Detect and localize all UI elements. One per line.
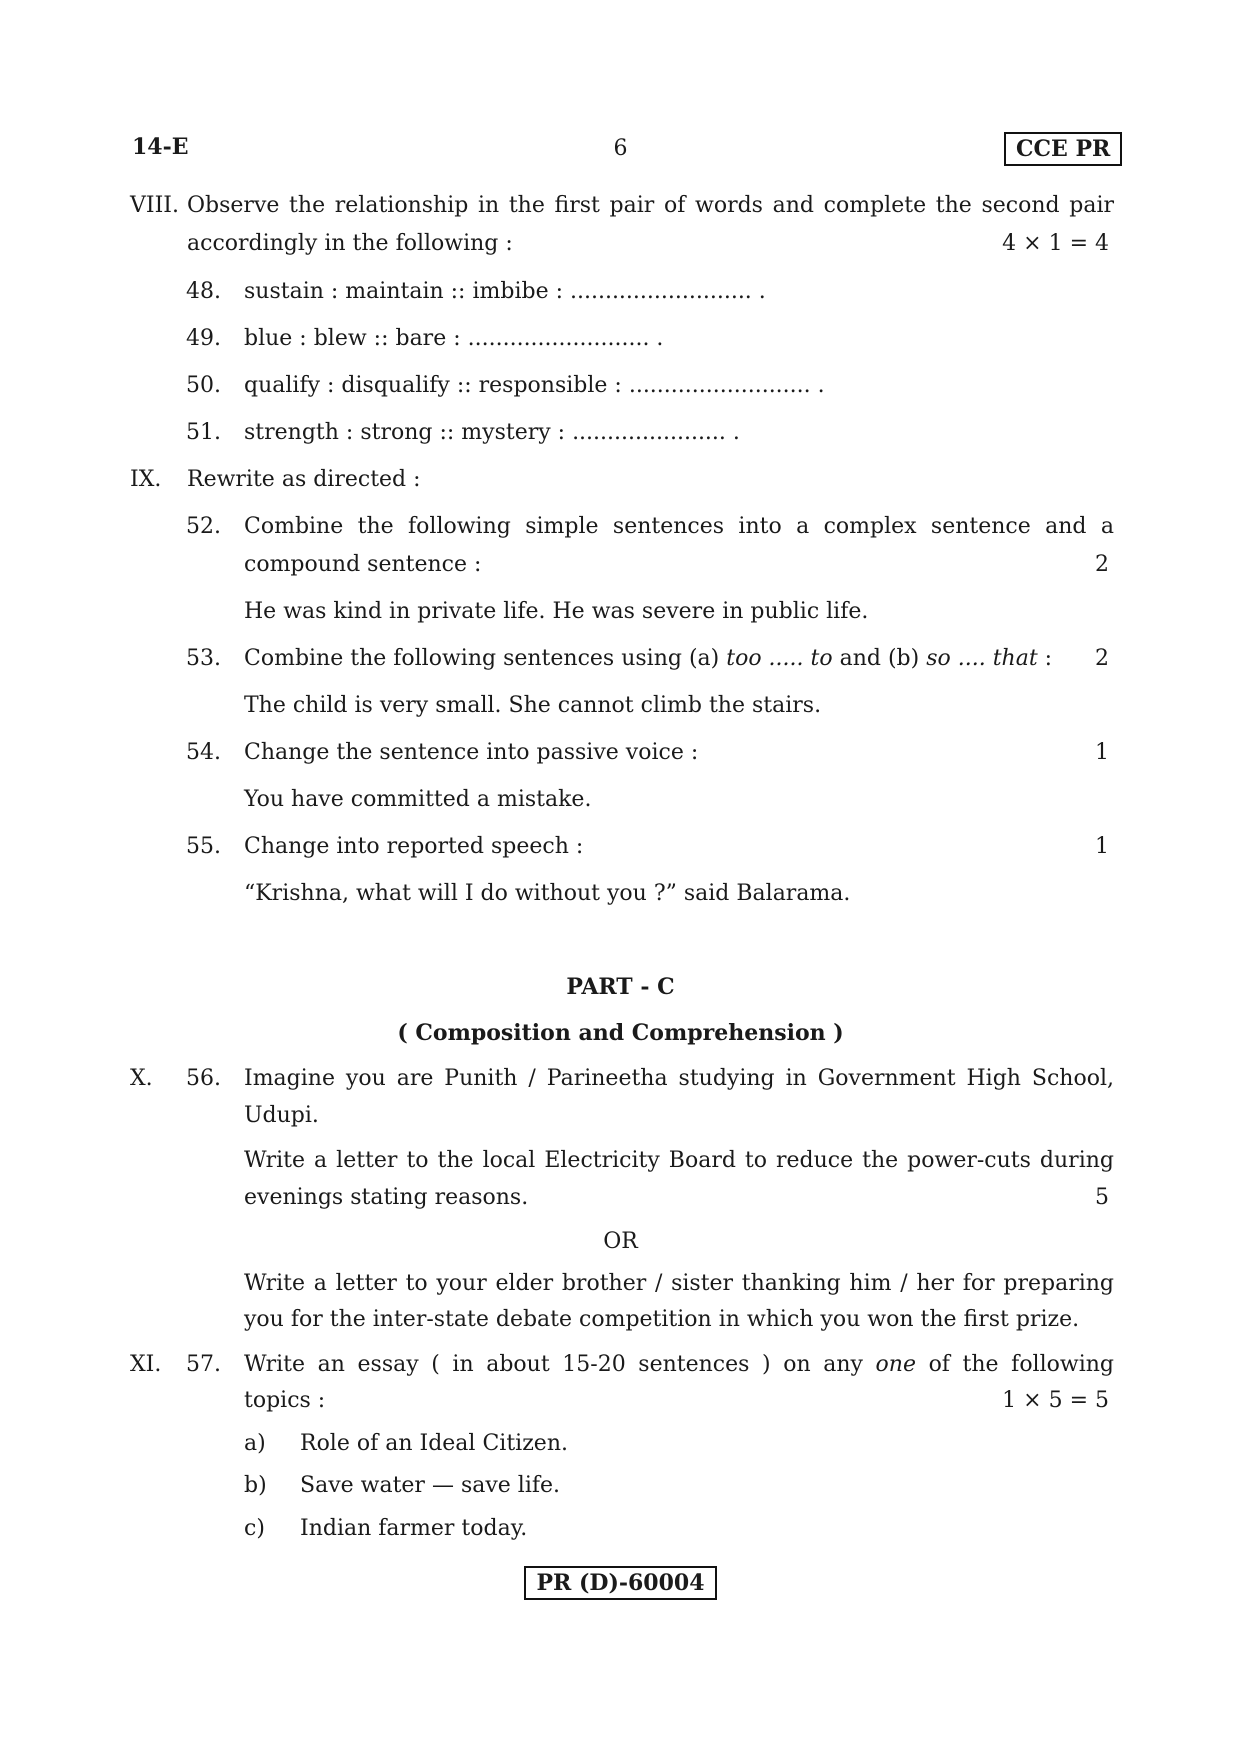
q53-text-c: : (1037, 646, 1053, 671)
section-xi-roman: XI. (130, 1352, 162, 1377)
topic-label: b) (244, 1473, 267, 1498)
question-number: 52. (186, 514, 221, 539)
q56-para2-line2: you for the inter-state debate competition in which you won the first prize. (244, 1307, 1080, 1332)
q56-marks: 5 (1095, 1185, 1109, 1210)
q54-example: You have committed a mistake. (244, 787, 592, 812)
footer-code: PR (D)-60004 (524, 1566, 716, 1600)
question-number: 56. (186, 1066, 221, 1091)
section-viii-marks: 4 × 1 = 4 (1002, 231, 1109, 256)
q56-para1-line1: Write a letter to the local Electricity Board to reduce the power-cuts during (244, 1148, 1114, 1173)
page-number: 6 (613, 136, 628, 161)
question-number: 49. (186, 326, 221, 351)
q54-text: Change the sentence into passive voice : (244, 740, 699, 765)
q57-line1 (244, 1352, 1114, 1378)
q57-line2: topics : (244, 1388, 326, 1413)
question-number: 57. (186, 1352, 221, 1377)
section-ix-title: Rewrite as directed : (187, 467, 421, 492)
q53-so-that: so .... that (926, 646, 1038, 671)
part-c-subtitle: ( Composition and Comprehension ) (397, 1020, 844, 1046)
section-x-roman: X. (130, 1066, 153, 1091)
question-number: 50. (186, 373, 221, 398)
q53-marks: 2 (1095, 646, 1109, 671)
topic-label: c) (244, 1516, 265, 1541)
q56-para2-line1: Write a letter to your elder brother / sister thanking him / her for preparing (244, 1271, 1114, 1296)
section-viii-instruction-line2: accordingly in the following : (187, 231, 513, 256)
question-number: 51. (186, 420, 221, 445)
topic-text: Role of an Ideal Citizen. (300, 1431, 568, 1456)
question-number: 48. (186, 279, 221, 304)
q52-example: He was kind in private life. He was severe in public life. (244, 599, 869, 624)
q52-line1: Combine the following simple sentences into a complex sentence and a (244, 514, 1114, 539)
analogy-item: strength : strong :: mystery : ...................... . (244, 420, 740, 445)
question-number: 53. (186, 646, 221, 671)
q54-marks: 1 (1095, 740, 1109, 765)
q53-text-a: Combine the following sentences using (a) (244, 646, 727, 671)
section-viii-roman: VIII. (130, 193, 179, 218)
q56-line2: Udupi. (244, 1103, 319, 1128)
q57-line1-a: Write an essay ( in about 15-20 sentences ) on any (244, 1352, 876, 1377)
q55-marks: 1 (1095, 834, 1109, 859)
paper-code: 14-E (132, 134, 189, 160)
q56-line1: Imagine you are Punith / Parineetha studying in Government High School, (244, 1066, 1114, 1091)
analogy-item: sustain : maintain :: imbibe : .......................... . (244, 279, 766, 304)
q57-one: one (875, 1352, 916, 1377)
part-c-title: PART - C (566, 974, 675, 1000)
topic-text: Save water — save life. (300, 1473, 561, 1498)
q56-para1-line2: evenings stating reasons. (244, 1185, 529, 1210)
q53-text (244, 646, 1052, 672)
question-number: 54. (186, 740, 221, 765)
topic-text: Indian farmer today. (300, 1516, 528, 1541)
or-separator: OR (603, 1229, 638, 1254)
footer (0, 1566, 1241, 1600)
analogy-item: blue : blew :: bare : .......................... . (244, 326, 664, 351)
q52-line2: compound sentence : (244, 552, 482, 577)
topic-label: a) (244, 1431, 266, 1456)
q57-marks: 1 × 5 = 5 (1002, 1388, 1109, 1413)
q55-example: “Krishna, what will I do without you ?” said Balarama. (244, 881, 851, 906)
paper-badge: CCE PR (1004, 132, 1122, 166)
q57-line1-b: of the following (915, 1352, 1114, 1377)
question-number: 55. (186, 834, 221, 859)
section-ix-roman: IX. (130, 467, 162, 492)
analogy-item: qualify : disqualify :: responsible : .......................... . (244, 373, 825, 398)
q55-text: Change into reported speech : (244, 834, 584, 859)
section-viii-instruction-line1: Observe the relationship in the first pair of words and complete the second pair (187, 193, 1114, 218)
q53-example: The child is very small. She cannot climb the stairs. (244, 693, 822, 718)
q52-marks: 2 (1095, 552, 1109, 577)
q53-too-to: too ..... to (726, 646, 833, 671)
q53-text-b: and (b) (832, 646, 927, 671)
